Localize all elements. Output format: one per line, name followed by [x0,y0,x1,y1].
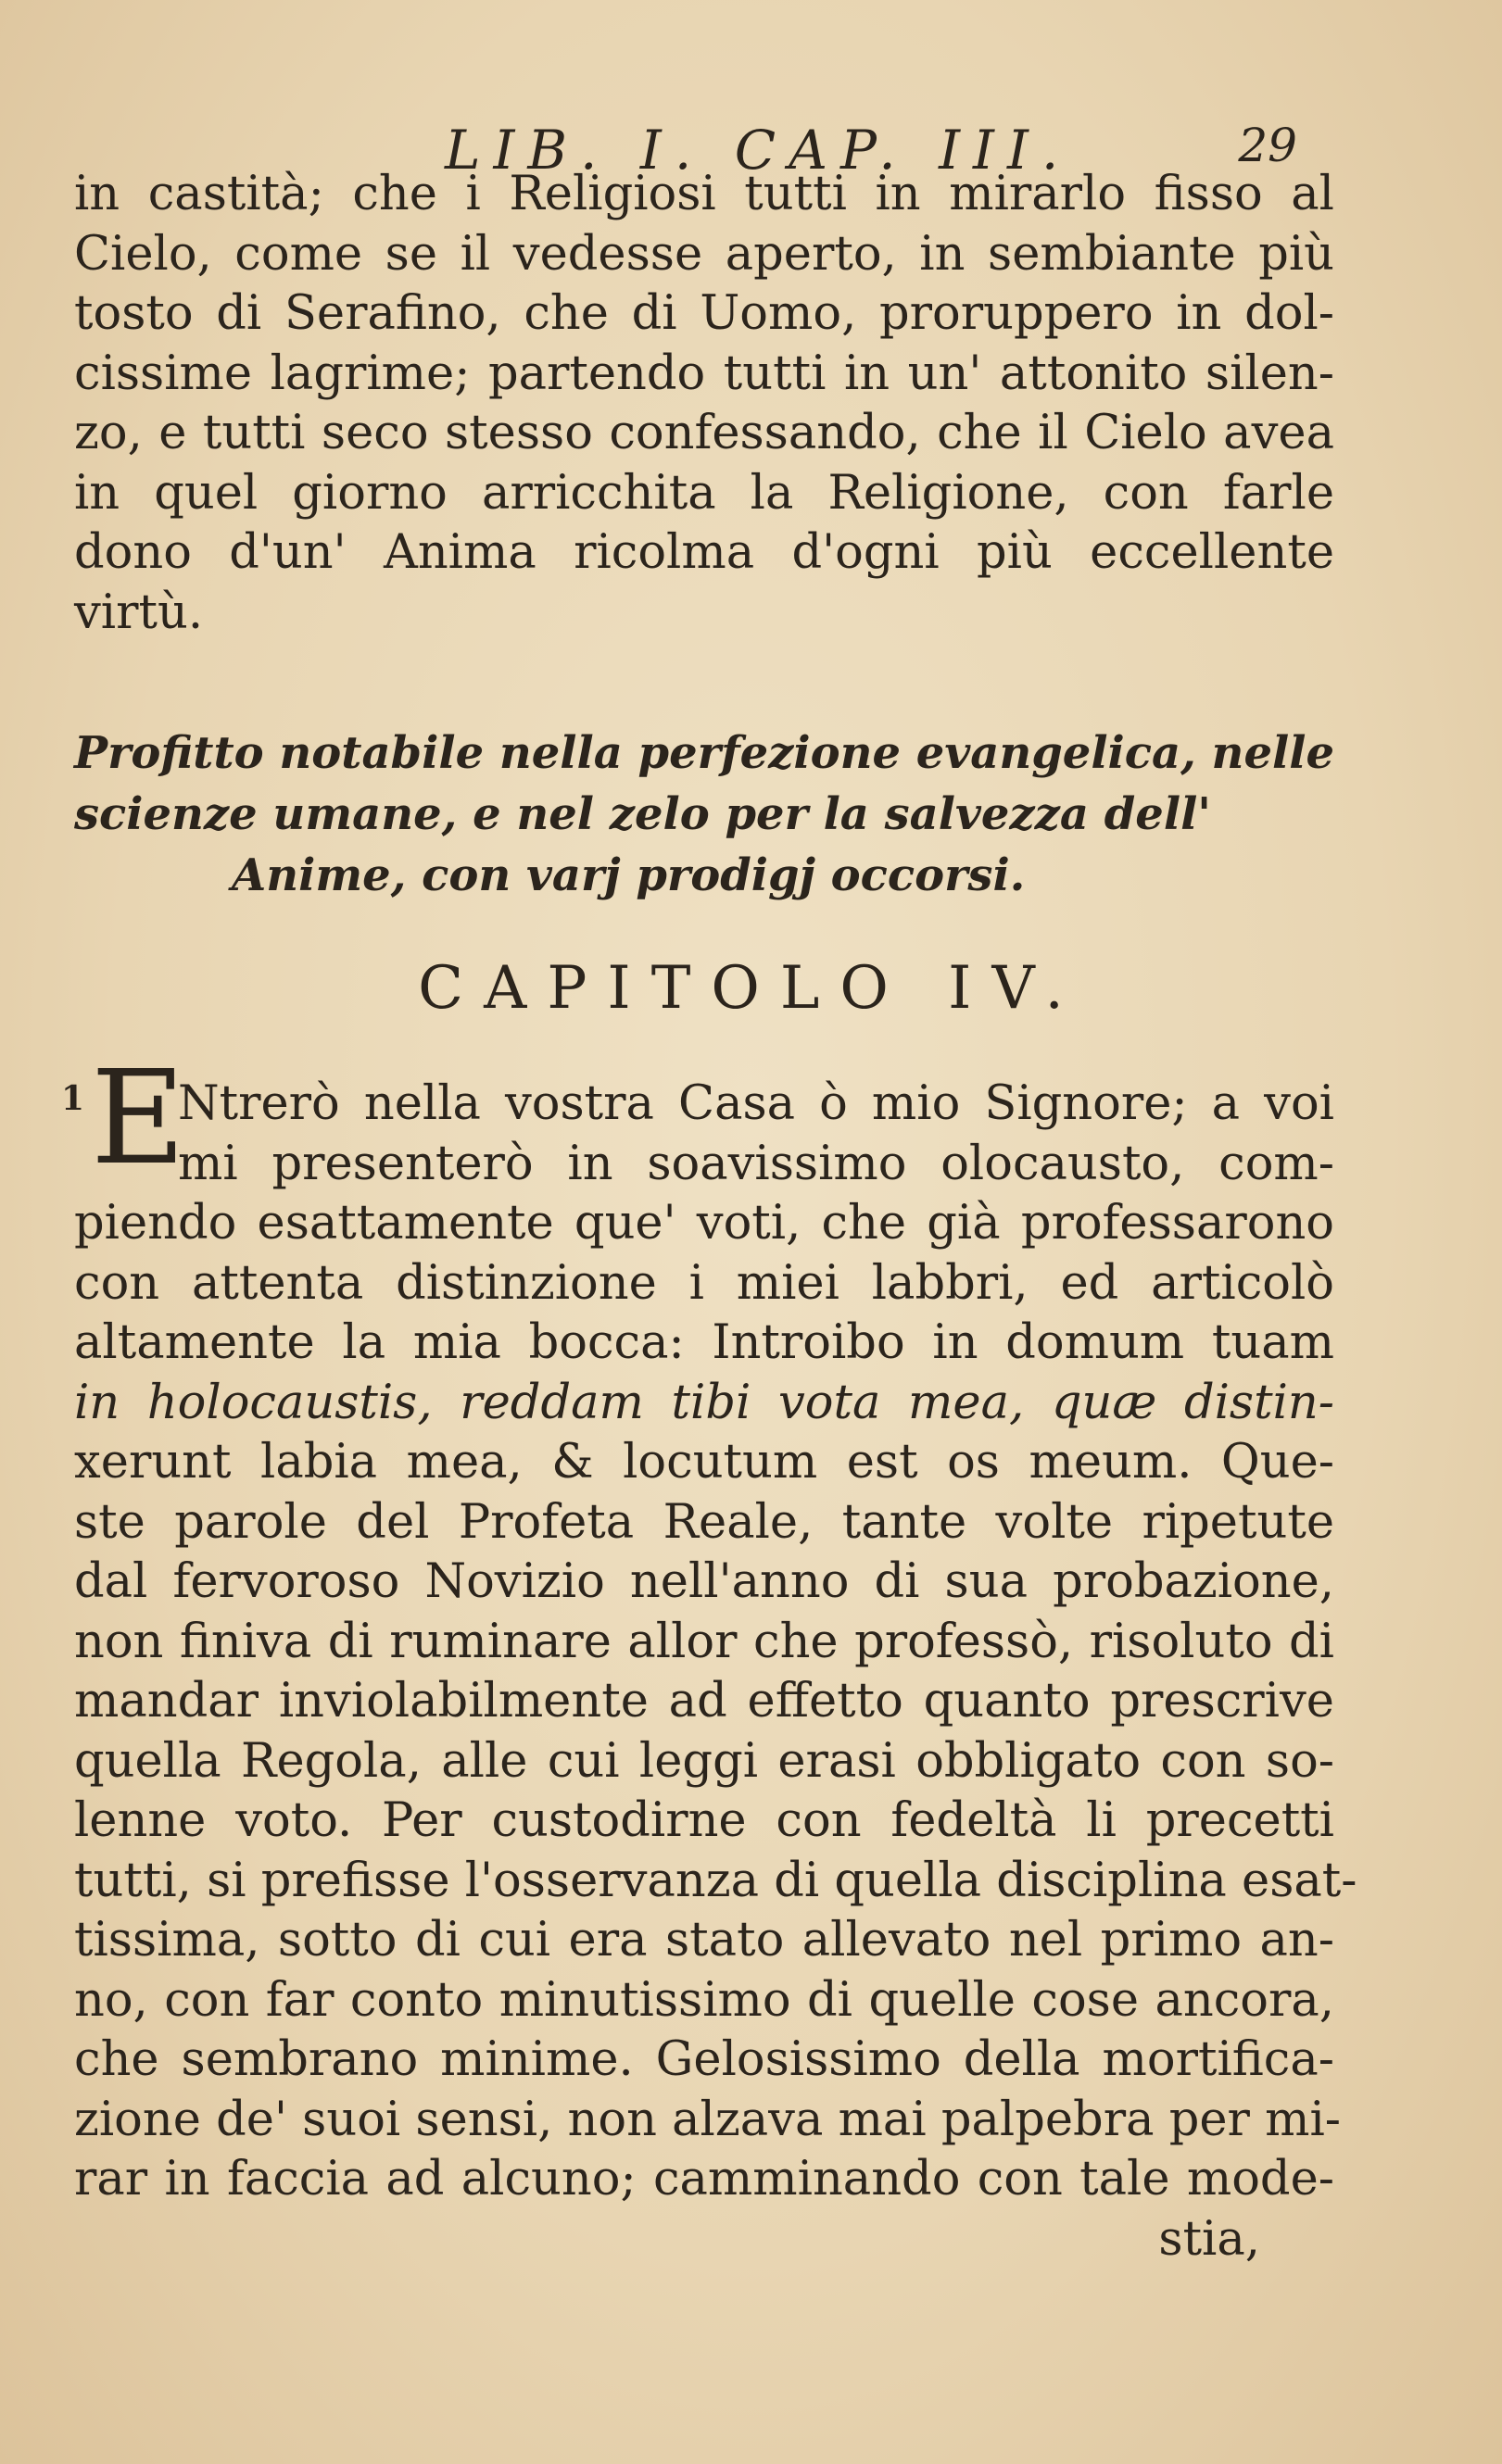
text-line: mi presenterò in soavissimo olocausto, com- [178,1136,1334,1191]
chapter-body [74,1075,1357,2269]
text-line: zione de' suoi sensi, non alzava mai palpebra per mi- [74,2092,1342,2147]
text-line: Cielo, come se il vedesse aperto, in sembiante più [74,226,1334,282]
text-line: con attenta distinzione i miei labbri, ed articolò [74,1255,1334,1311]
text-line: dono d'un' Anima ricolma d'ogni più eccellente [74,525,1334,580]
text-line: tosto di Serafino, che di Uomo, proruppero in dol- [74,286,1334,341]
drop-cap: E [91,1043,186,1194]
text-line: in holocaustis, reddam tibi vota mea, quæ distin- [74,1375,1334,1430]
text-line: rar in faccia ad alcuno; camminando con tale mode- [74,2152,1334,2206]
text-line: dal fervoroso Novizio nell'anno di sua probazione, [74,1554,1334,1609]
text-line: quella Regola, alle cui leggi erasi obbligato con so- [74,1733,1334,1789]
text-line: in castità; che i Religiosi tutti in mirarlo fisso al [74,167,1334,221]
text-line: zo, e tutti seco stesso confessando, che il Cielo avea [74,406,1334,460]
text-line: no, con far conto minutissimo di quelle cose ancora, [74,1972,1334,2028]
paragraph-continuation [74,165,1334,643]
running-head: LIB. I. CAP. III. [445,119,1072,182]
text-line: tutti, si prefisse l'osservanza di quella disciplina esat- [74,1853,1357,1908]
text-line: altamente la mia bocca: Introibo in domum tuam [74,1315,1334,1370]
text-line: virtù. [74,585,204,640]
chapter-title: CAPITOLO IV. [418,954,1084,1023]
text-line: mandar inviolabilmente ad effetto quanto prescrive [74,1674,1334,1729]
text-line: che sembrano minime. Gelosissimo della mortifica- [74,2032,1334,2087]
text-line: in quel giorno arricchita la Religione, con farle [74,465,1334,521]
summary-line: scienze umane, e nel zelo per la salvezza dell' [74,788,1211,840]
paragraph-marker: 1 [61,1079,85,1118]
text-line: Ntrerò nella vostra Casa ò mio Signore; a voi [178,1076,1334,1131]
text-line: cissime lagrime; partendo tutti in un' attonito silen- [74,346,1334,401]
text-line: xerunt labia mea, & locutum est os meum. Que- [74,1435,1334,1490]
text-line: tissima, sotto di cui era stato allevato nel primo an- [74,1913,1334,1967]
text-line: ste parole del Profeta Reale, tante volte ripetute [74,1494,1334,1550]
catchword: stia, [1158,2211,1260,2267]
summary-line: Anime, con varj prodigj occorsi. [232,849,1026,901]
chapter-summary [74,723,1390,906]
page-number: 29 [1238,119,1297,172]
summary-line: Profitto notabile nella perfezione evangelica, nelle [74,727,1334,779]
text-line: piendo esattamente que' voti, che già professarono [74,1196,1334,1251]
text-line: non finiva di ruminare allor che professò, risoluto di [74,1614,1334,1669]
text-line: lenne voto. Per custodirne con fedeltà li precetti [74,1793,1334,1848]
